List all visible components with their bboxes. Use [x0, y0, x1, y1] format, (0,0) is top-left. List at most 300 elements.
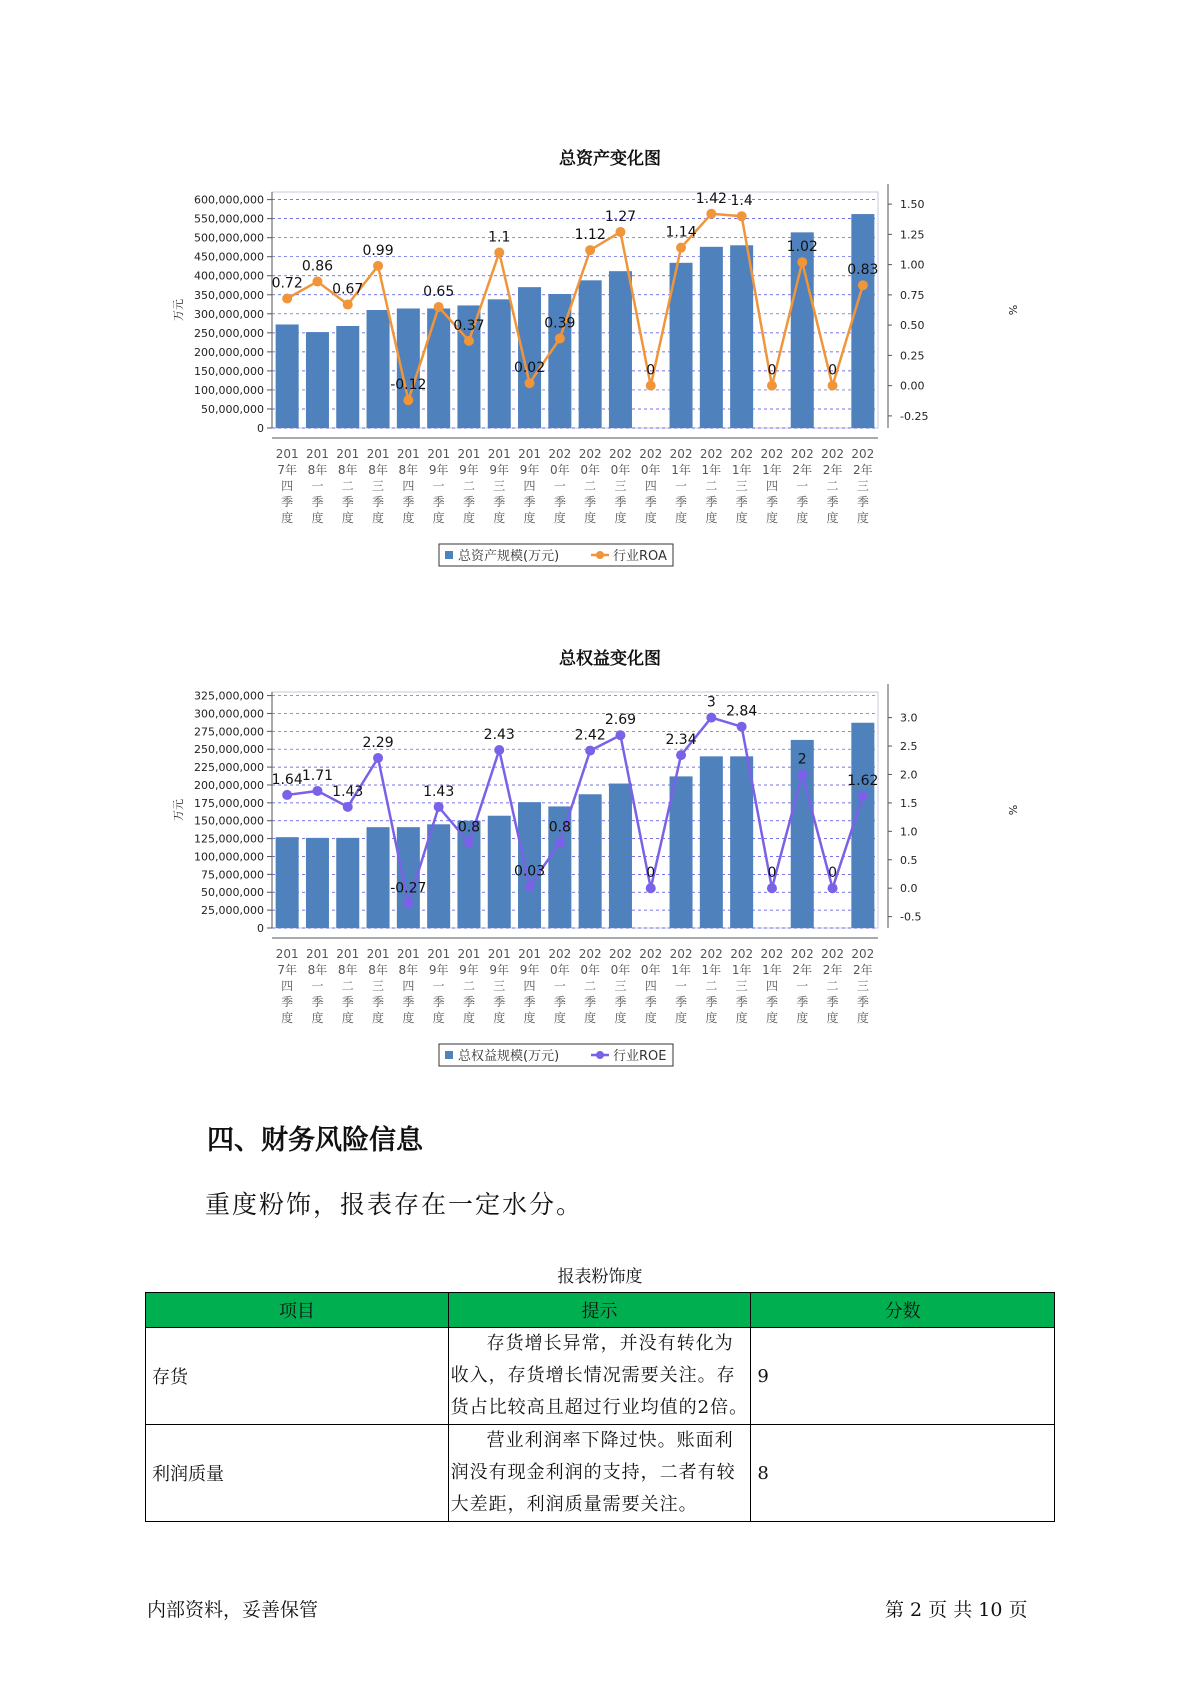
data-label: 0.37 — [453, 317, 485, 334]
x-tick-label: 0年 — [550, 963, 570, 977]
legend-line-marker — [596, 551, 604, 559]
data-label: 1.43 — [423, 783, 455, 800]
x-tick-label: 度 — [675, 511, 688, 525]
x-tick-label: 四 — [644, 479, 657, 493]
bar — [306, 838, 329, 928]
x-tick-label: 201 — [336, 447, 360, 461]
line-point — [585, 245, 595, 255]
y2-tick-label: -0.25 — [900, 409, 929, 423]
x-tick-label: 季 — [735, 995, 748, 1009]
bar — [579, 280, 602, 428]
x-tick-label: 三 — [372, 479, 385, 493]
y-tick-label: 550,000,000 — [194, 212, 264, 226]
line-point — [797, 769, 807, 779]
data-label: 0 — [646, 362, 656, 379]
x-tick-label: 一 — [675, 979, 688, 993]
x-tick-label: 1年 — [671, 963, 691, 977]
y-tick-label: 275,000,000 — [194, 725, 264, 739]
x-tick-label: 季 — [614, 995, 627, 1009]
line-point — [797, 257, 807, 267]
y2-axis-label: % — [1007, 804, 1020, 816]
x-tick-label: 9年 — [519, 963, 540, 977]
line-point — [373, 753, 383, 763]
x-tick-label: 季 — [735, 495, 748, 509]
table-row — [146, 1425, 1055, 1522]
x-tick-label: 三 — [493, 479, 506, 493]
bar — [457, 821, 480, 928]
x-tick-label: 季 — [341, 995, 354, 1009]
line-point — [525, 881, 535, 891]
x-tick-label: 三 — [735, 979, 748, 993]
y2-tick-label: 1.50 — [900, 198, 925, 212]
x-tick-label: 202 — [790, 447, 814, 461]
y-tick-label: 50,000,000 — [201, 402, 264, 416]
x-tick-label: 季 — [796, 495, 809, 509]
y-tick-label: 250,000,000 — [194, 326, 264, 340]
y2-tick-label: 2.5 — [900, 740, 918, 754]
x-tick-label: 季 — [493, 495, 506, 509]
line-point — [312, 786, 322, 796]
x-tick-label: 四 — [402, 979, 415, 993]
data-label: 2.42 — [574, 727, 606, 744]
x-tick-label: 三 — [614, 479, 627, 493]
x-tick-label: 季 — [281, 495, 294, 509]
y-tick-label: 450,000,000 — [194, 250, 264, 264]
x-tick-label: 一 — [432, 479, 445, 493]
data-label: 0 — [646, 865, 656, 882]
x-tick-label: 四 — [765, 979, 778, 993]
legend-bar-swatch — [445, 1051, 453, 1059]
x-tick-label: 二 — [584, 479, 597, 493]
line-point — [282, 294, 292, 304]
x-tick-label: 季 — [493, 995, 506, 1009]
data-label: 2.43 — [483, 727, 515, 744]
y2-tick-label: 3.0 — [900, 711, 918, 725]
data-label: 2.84 — [726, 703, 758, 720]
bar — [488, 299, 511, 428]
x-tick-label: 202 — [730, 947, 754, 961]
assets-chart-svg — [160, 170, 1060, 630]
x-tick-label: 201 — [396, 947, 420, 961]
x-tick-label: 度 — [584, 511, 597, 525]
data-label: 1.12 — [574, 227, 606, 244]
x-tick-label: 度 — [765, 511, 778, 525]
y2-tick-label: 0.25 — [900, 349, 925, 363]
x-tick-label: 度 — [644, 1011, 657, 1025]
y2-tick-label: 1.25 — [900, 228, 925, 242]
x-tick-label: 0年 — [640, 463, 661, 477]
data-label: 0.72 — [271, 275, 303, 292]
x-tick-label: 度 — [735, 511, 748, 525]
bar — [851, 214, 874, 428]
x-tick-label: 1年 — [762, 463, 782, 477]
legend-label: 行业ROA — [613, 549, 667, 564]
x-tick-label: 2年 — [822, 963, 843, 977]
y-tick-label: 100,000,000 — [194, 383, 264, 397]
x-tick-label: 度 — [311, 1011, 324, 1025]
x-tick-label: 度 — [523, 511, 536, 525]
x-tick-label: 度 — [614, 511, 627, 525]
x-tick-label: 度 — [432, 511, 445, 525]
x-tick-label: 度 — [341, 1011, 354, 1025]
x-tick-label: 1年 — [701, 463, 722, 477]
line-point — [706, 209, 716, 219]
y2-tick-label: 1.00 — [900, 258, 925, 272]
x-tick-label: 201 — [487, 947, 511, 961]
x-tick-label: 0年 — [610, 963, 631, 977]
x-tick-label: 1年 — [701, 963, 722, 977]
y-tick-label: 50,000,000 — [201, 886, 264, 900]
y-tick-label: 75,000,000 — [201, 868, 264, 882]
x-tick-label: 7年 — [277, 963, 297, 977]
bar — [306, 332, 329, 428]
x-tick-label: 一 — [796, 479, 809, 493]
line-point — [585, 746, 595, 756]
line-point — [555, 838, 565, 848]
x-tick-label: 1年 — [731, 463, 752, 477]
x-tick-label: 四 — [644, 979, 657, 993]
x-tick-label: 季 — [553, 995, 566, 1009]
x-tick-label: 8年 — [398, 463, 419, 477]
x-tick-label: 度 — [341, 511, 354, 525]
x-tick-label: 二 — [462, 479, 475, 493]
x-tick-label: 三 — [493, 979, 506, 993]
bar — [336, 838, 359, 928]
y2-tick-label: 0.50 — [900, 319, 925, 333]
x-tick-label: 季 — [614, 495, 627, 509]
x-tick-label: 202 — [578, 447, 602, 461]
x-tick-label: 季 — [372, 995, 385, 1009]
line-point — [403, 899, 413, 909]
bar — [488, 816, 511, 928]
cell-hint: 营业利润率下降过快。账面利润没有现金利润的支持，二者有较大差距，利润质量需要关注。 — [448, 1425, 751, 1522]
data-label: 1.4 — [730, 193, 753, 210]
line-point — [525, 378, 535, 388]
x-tick-label: 四 — [281, 479, 294, 493]
header-item: 项目 — [146, 1293, 449, 1328]
x-tick-label: 201 — [305, 447, 329, 461]
x-tick-label: 2年 — [822, 463, 843, 477]
line-point — [858, 791, 868, 801]
bar — [336, 326, 359, 428]
x-tick-label: 度 — [826, 1011, 839, 1025]
x-tick-label: 季 — [765, 995, 778, 1009]
x-tick-label: 季 — [584, 495, 597, 509]
data-label: 0.65 — [423, 283, 455, 300]
y2-tick-label: 0.00 — [900, 379, 925, 393]
x-tick-label: 季 — [705, 995, 718, 1009]
equity-chart-title: 总权益变化图 — [559, 649, 661, 669]
x-tick-label: 202 — [548, 947, 572, 961]
y-tick-label: 250,000,000 — [194, 743, 264, 757]
data-label: 1.71 — [301, 767, 334, 784]
bar — [730, 245, 753, 428]
x-tick-label: 0年 — [580, 463, 600, 477]
x-tick-label: 季 — [705, 495, 718, 509]
x-tick-label: 201 — [275, 447, 299, 461]
x-tick-label: 202 — [578, 947, 602, 961]
x-tick-label: 度 — [644, 511, 657, 525]
legend-bar-swatch — [445, 551, 453, 559]
x-tick-label: 201 — [487, 447, 511, 461]
header-score: 分数 — [751, 1293, 1055, 1328]
x-tick-label: 季 — [402, 995, 415, 1009]
data-label: 2.29 — [362, 734, 394, 751]
x-tick-label: 季 — [311, 995, 324, 1009]
x-tick-label: 三 — [614, 979, 627, 993]
y-tick-label: 200,000,000 — [194, 345, 264, 359]
data-label: 1.43 — [332, 783, 364, 800]
x-tick-label: 一 — [432, 979, 445, 993]
bar — [791, 740, 814, 928]
y-tick-label: 0 — [257, 422, 264, 435]
data-label: 0 — [828, 362, 838, 379]
x-tick-label: 度 — [462, 511, 475, 525]
x-tick-label: 季 — [523, 495, 536, 509]
risk-table — [145, 1292, 1055, 1522]
data-label: 3 — [706, 694, 716, 711]
line-point — [737, 211, 747, 221]
x-tick-label: 201 — [396, 447, 420, 461]
x-tick-label: 9年 — [489, 963, 510, 977]
data-label: 0 — [828, 865, 838, 882]
x-tick-label: 一 — [311, 979, 324, 993]
x-tick-label: 202 — [851, 947, 875, 961]
line-point — [434, 802, 444, 812]
x-tick-label: 2年 — [792, 963, 813, 977]
x-tick-label: 二 — [705, 979, 718, 993]
x-tick-label: 三 — [856, 479, 869, 493]
line-point — [343, 300, 353, 310]
bar — [276, 837, 299, 928]
x-tick-label: 8年 — [337, 963, 358, 977]
data-label: 0 — [767, 362, 777, 379]
data-label: 0.8 — [457, 819, 481, 836]
x-tick-label: 季 — [765, 495, 778, 509]
footer-confidential: 内部资料，妥善保管 — [147, 1599, 319, 1621]
x-tick-label: 202 — [639, 447, 663, 461]
line-point — [373, 261, 383, 271]
x-tick-label: 202 — [608, 447, 632, 461]
line-point — [434, 302, 444, 312]
x-tick-label: 季 — [462, 495, 475, 509]
table-caption: 报表粉饰度 — [557, 1267, 643, 1287]
data-label: 0.99 — [362, 242, 394, 259]
y2-tick-label: 2.0 — [900, 768, 918, 782]
bar — [276, 324, 299, 428]
x-tick-label: 0年 — [550, 463, 570, 477]
data-label: 0.39 — [544, 315, 576, 332]
x-tick-label: 一 — [675, 479, 688, 493]
data-label: 2.34 — [665, 732, 697, 749]
data-label: 0.83 — [847, 262, 879, 279]
cell-hint: 存货增长异常，并没有转化为收入，存货增长情况需要关注。存货占比较高且超过行业均值的2倍。 — [448, 1328, 751, 1425]
x-tick-label: 季 — [311, 495, 324, 509]
x-tick-label: 0年 — [580, 963, 600, 977]
x-tick-label: 2年 — [792, 463, 813, 477]
line-point — [615, 227, 625, 237]
section-text: 重度粉饰，报表存在一定水分。 — [205, 1190, 584, 1219]
x-tick-label: 202 — [669, 447, 693, 461]
x-tick-label: 202 — [760, 947, 784, 961]
line-point — [464, 838, 474, 848]
x-tick-label: 201 — [366, 447, 390, 461]
cell-score: 9 — [751, 1328, 1055, 1425]
x-tick-label: 三 — [735, 479, 748, 493]
x-tick-label: 8年 — [337, 463, 358, 477]
equity-chart-svg — [160, 670, 1060, 1130]
x-tick-label: 度 — [796, 511, 809, 525]
line-point — [737, 722, 747, 732]
x-tick-label: 季 — [402, 495, 415, 509]
x-tick-label: 度 — [675, 1011, 688, 1025]
y-tick-label: 150,000,000 — [194, 364, 264, 378]
x-tick-label: 202 — [699, 947, 723, 961]
x-tick-label: 201 — [336, 947, 360, 961]
header-hint: 提示 — [448, 1293, 751, 1328]
bar — [700, 247, 723, 428]
x-tick-label: 度 — [735, 1011, 748, 1025]
x-tick-label: 度 — [553, 1011, 566, 1025]
line-point — [494, 248, 504, 258]
y-tick-label: 600,000,000 — [194, 193, 264, 207]
data-label: 0.86 — [301, 258, 334, 275]
x-tick-label: 201 — [275, 947, 299, 961]
x-tick-label: 二 — [584, 979, 597, 993]
x-tick-label: 度 — [372, 511, 385, 525]
x-tick-label: 202 — [699, 447, 723, 461]
x-tick-label: 201 — [518, 947, 542, 961]
y2-tick-label: 0.5 — [900, 853, 918, 867]
x-tick-label: 9年 — [519, 463, 540, 477]
bar — [609, 784, 632, 928]
x-tick-label: 季 — [826, 495, 839, 509]
legend-line-marker — [596, 1051, 604, 1059]
y-tick-label: 300,000,000 — [194, 707, 264, 721]
data-label: -0.12 — [390, 377, 427, 394]
x-tick-label: 二 — [705, 479, 718, 493]
y-tick-label: 150,000,000 — [194, 814, 264, 828]
x-tick-label: 一 — [553, 479, 566, 493]
x-tick-label: 一 — [311, 479, 324, 493]
bar — [579, 794, 602, 928]
x-tick-label: 8年 — [368, 463, 388, 477]
y-tick-label: 25,000,000 — [201, 904, 264, 918]
x-tick-label: 度 — [432, 1011, 445, 1025]
bar — [700, 756, 723, 928]
x-tick-label: 二 — [341, 479, 354, 493]
x-tick-label: 9年 — [459, 963, 479, 977]
x-tick-label: 季 — [341, 495, 354, 509]
y-tick-label: 125,000,000 — [194, 832, 264, 846]
x-tick-label: 度 — [402, 1011, 415, 1025]
x-tick-label: 季 — [796, 995, 809, 1009]
x-tick-label: 1年 — [671, 463, 691, 477]
x-tick-label: 季 — [675, 995, 688, 1009]
data-label: 1.1 — [488, 229, 511, 246]
footer-page-number: 第 2 页 共 10 页 — [885, 1599, 1028, 1621]
y-axis-label: 万元 — [172, 799, 185, 821]
x-tick-label: 二 — [826, 479, 839, 493]
x-tick-label: 季 — [281, 995, 294, 1009]
x-tick-label: 0年 — [640, 963, 661, 977]
line-point — [767, 381, 777, 391]
x-tick-label: 度 — [796, 1011, 809, 1025]
x-tick-label: 季 — [372, 495, 385, 509]
x-tick-label: 四 — [765, 479, 778, 493]
data-label: 1.02 — [786, 239, 818, 256]
line-point — [676, 750, 686, 760]
x-tick-label: 季 — [432, 495, 445, 509]
data-label: 0 — [767, 865, 777, 882]
data-label: 0.03 — [513, 863, 546, 880]
x-tick-label: 度 — [584, 1011, 597, 1025]
x-tick-label: 季 — [644, 495, 657, 509]
x-tick-label: 202 — [821, 947, 845, 961]
x-tick-label: 1年 — [762, 963, 782, 977]
x-tick-label: 2年 — [853, 463, 873, 477]
y-tick-label: 100,000,000 — [194, 850, 264, 864]
x-tick-label: 四 — [402, 479, 415, 493]
x-tick-label: 度 — [493, 511, 506, 525]
x-tick-label: 度 — [553, 511, 566, 525]
line-point — [828, 381, 838, 391]
bar — [427, 308, 450, 428]
x-tick-label: 度 — [402, 511, 415, 525]
line-point — [646, 883, 656, 893]
x-tick-label: 四 — [523, 479, 536, 493]
x-tick-label: 9年 — [428, 963, 449, 977]
cell-item: 利润质量 — [146, 1425, 449, 1522]
x-tick-label: 二 — [826, 979, 839, 993]
y2-axis-label: % — [1007, 304, 1020, 316]
legend-label: 行业ROE — [613, 1049, 667, 1064]
data-label: 1.42 — [695, 190, 727, 207]
x-tick-label: 201 — [457, 447, 481, 461]
x-tick-label: 度 — [705, 1011, 718, 1025]
y-tick-label: 225,000,000 — [194, 761, 264, 775]
x-tick-label: 度 — [281, 1011, 294, 1025]
data-label: 1.62 — [847, 773, 879, 790]
x-tick-label: 度 — [856, 511, 869, 525]
y-tick-label: 325,000,000 — [194, 689, 264, 703]
assets-chart-title: 总资产变化图 — [559, 149, 661, 169]
bar — [367, 827, 390, 928]
x-tick-label: 四 — [281, 979, 294, 993]
x-tick-label: 1年 — [731, 963, 752, 977]
legend-label: 总权益规模(万元) — [458, 1049, 560, 1064]
x-tick-label: 201 — [457, 947, 481, 961]
x-tick-label: 季 — [553, 495, 566, 509]
x-tick-label: 三 — [372, 979, 385, 993]
x-tick-label: 四 — [523, 979, 536, 993]
x-tick-label: 8年 — [307, 963, 328, 977]
bar — [609, 271, 632, 428]
table-header-row — [146, 1293, 1055, 1328]
x-tick-label: 一 — [796, 979, 809, 993]
x-tick-label: 201 — [305, 947, 329, 961]
line-point — [403, 395, 413, 405]
data-label: 1.64 — [271, 771, 303, 788]
x-tick-label: 季 — [462, 995, 475, 1009]
y-tick-label: 175,000,000 — [194, 796, 264, 810]
x-tick-label: 度 — [856, 1011, 869, 1025]
x-tick-label: 季 — [432, 995, 445, 1009]
x-tick-label: 一 — [553, 979, 566, 993]
x-tick-label: 8年 — [398, 963, 419, 977]
line-point — [646, 381, 656, 391]
data-label: 0.8 — [548, 819, 571, 836]
